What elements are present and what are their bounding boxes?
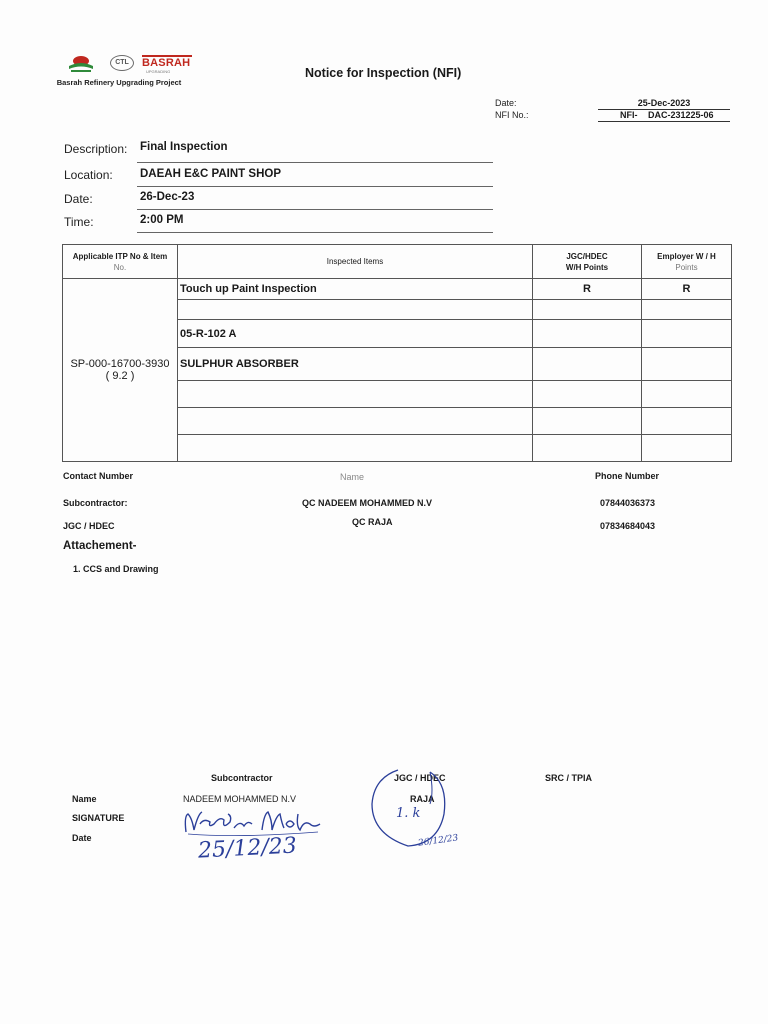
- date-line: [137, 209, 493, 210]
- contact-phone-subcontractor: 07844036373: [600, 498, 656, 508]
- signoff-jgc-name: RAJA: [410, 794, 435, 804]
- employer-point-cell: [642, 435, 732, 462]
- employer-point-cell: [642, 300, 732, 320]
- table-row: [63, 279, 732, 300]
- item-cell: Touch up Paint Inspection: [178, 279, 533, 300]
- signoff-jgc-header: JGC / HDEC: [394, 773, 446, 783]
- item-cell: [178, 408, 533, 435]
- col-employer-header: Employer W / H Points: [642, 245, 732, 279]
- location-label: Location:: [64, 168, 113, 182]
- jgc-point-cell: [533, 408, 642, 435]
- col-items-header: Inspected Items: [178, 245, 533, 279]
- col-itp-header: Applicable ITP No & Item No.: [63, 245, 178, 279]
- basrah-logo-text: BASRAH: [142, 57, 191, 69]
- signoff-subcontractor-name: NADEEM MOHAMMED N.V: [183, 794, 297, 804]
- description-line: [137, 162, 493, 163]
- signoff-src-header: SRC / TPIA: [545, 773, 593, 783]
- jgc-date-handwritten: 26/12/23: [417, 833, 459, 849]
- employer-point-cell: [642, 348, 732, 381]
- contact-phone-jgc: 07834684043: [600, 521, 656, 531]
- jgc-point-cell: [533, 320, 642, 348]
- time-value: 2:00 PM: [140, 214, 184, 226]
- col-jgc-header: JGC/HDEC W/H Points: [533, 245, 642, 279]
- description-label: Description:: [64, 142, 128, 156]
- signoff-subcontractor-header: Subcontractor: [211, 773, 273, 783]
- name-header: Name: [340, 472, 365, 482]
- item-cell: 05-R-102 A: [178, 320, 533, 348]
- employer-point-cell: [642, 381, 732, 408]
- inspection-table: [62, 244, 732, 462]
- meta-nfi-label: NFI No.:: [495, 110, 529, 120]
- signoff-name-label: Name: [72, 794, 97, 804]
- jgc-point-cell: R: [533, 279, 642, 300]
- header-logos: [66, 52, 196, 78]
- time-line: [137, 232, 493, 233]
- refinery-logo-icon: [66, 54, 96, 74]
- jgc-point-cell: [533, 348, 642, 381]
- page-title: Notice for Inspection (NFI): [305, 66, 462, 80]
- employer-point-cell: [642, 320, 732, 348]
- employer-point-cell: [642, 408, 732, 435]
- contact-role-jgc: JGC / HDEC: [63, 521, 115, 531]
- phone-header: Phone Number: [595, 471, 660, 481]
- meta-date-label: Date:: [495, 98, 517, 108]
- contact-name-jgc: QC RAJA: [352, 517, 393, 527]
- jgc-point-cell: [533, 300, 642, 320]
- contact-name-subcontractor: QC NADEEM MOHAMMED N.V: [302, 498, 432, 508]
- table-header-row: [63, 245, 732, 279]
- jgc-point-cell: [533, 435, 642, 462]
- attachment-item: 1. CCS and Drawing: [73, 564, 159, 574]
- date-value: 26-Dec-23: [140, 191, 195, 203]
- signoff-date-label: Date: [72, 833, 92, 843]
- item-cell: [178, 300, 533, 320]
- meta-date-value: 25-Dec-2023: [637, 98, 691, 108]
- basrah-logo-sub: UPGRADING: [146, 69, 171, 74]
- subcontractor-date-handwritten: 25/12/23: [197, 833, 298, 864]
- meta-nfi-prefix: NFI-: [620, 110, 638, 120]
- date-label: Date:: [64, 192, 93, 206]
- location-value: DAEAH E&C PAINT SHOP: [140, 168, 281, 180]
- description-value: Final Inspection: [140, 141, 228, 153]
- basrah-logo: [140, 52, 196, 74]
- item-cell: [178, 381, 533, 408]
- meta-nfi-line: [598, 121, 730, 122]
- contact-header: Contact Number: [63, 471, 134, 481]
- attachments-title: Attachement-: [63, 540, 137, 552]
- item-cell: [178, 435, 533, 462]
- item-cell: SULPHUR ABSORBER: [178, 348, 533, 381]
- ctl-logo-icon: CTL: [110, 55, 134, 71]
- jgc-point-cell: [533, 381, 642, 408]
- employer-point-cell: R: [642, 279, 732, 300]
- signoff-signature-label: SIGNATURE: [72, 813, 125, 823]
- itp-number-cell: SP-000-16700-3930 ( 9.2 ): [63, 279, 178, 462]
- time-label: Time:: [64, 215, 94, 229]
- contact-role-subcontractor: Subcontractor:: [63, 498, 128, 508]
- jgc-signature-handwritten: 1. k: [396, 806, 421, 821]
- meta-nfi-value: DAC-231225-06: [648, 110, 714, 120]
- company-name: Basrah Refinery Upgrading Project: [56, 78, 182, 87]
- location-line: [137, 186, 493, 187]
